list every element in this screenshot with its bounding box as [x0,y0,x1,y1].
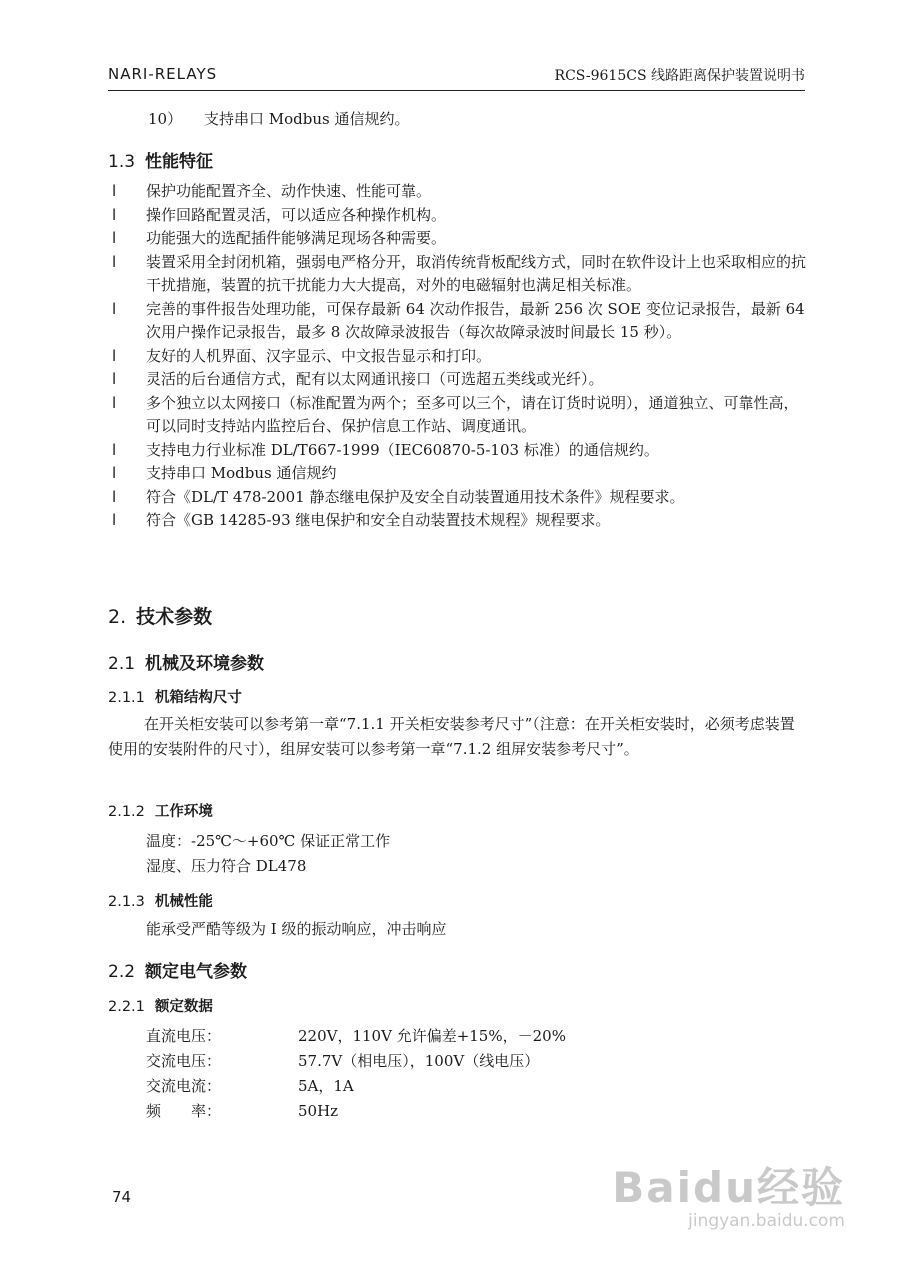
bullet-mark: l [112,299,117,318]
feature-text: 符合《GB 14285-93 继电保护和安全自动装置技术规程》规程要求。 [146,511,611,529]
baidu-watermark [612,1155,845,1231]
section-title: 额定电气参数 [145,962,248,982]
rating-label: 交流电压： [146,1052,222,1070]
page-header [108,62,805,91]
section-2-1-1-heading [108,686,242,707]
paragraph-cabinet-size: 在开关柜安装可以参考第一章“7.1.1 开关柜安装参考尺寸”（注意：在开关柜安装时，必须考虑装置使用的安装附件的尺寸），组屏安装可以参考第一章“7.1.2 组屏安装参考尺寸”。 [108,715,795,758]
feature-text: 功能强大的选配插件能够满足现场各种需要。 [146,229,447,247]
feature-text: 保护功能配置齐全、动作快速、性能可靠。 [146,182,432,200]
bullet-mark: l [112,464,117,482]
feature-item [108,462,808,486]
bullet-mark: l [112,252,117,271]
section-number: 2.1 [108,654,136,674]
rating-label: 频 率： [146,1102,222,1120]
watermark-brand: Baidu经验 [612,1163,845,1212]
section-2-1-3-heading [108,890,213,911]
section-title: 机箱结构尺寸 [154,690,242,706]
feature-item [108,251,808,298]
bullet-mark: l [112,182,117,200]
env-humidity: 湿度、压力符合 DL478 [146,857,307,875]
section-number: 2.2 [108,962,136,982]
bullet-mark: l [112,205,117,224]
feature-item [108,227,808,251]
section-title: 工作环境 [154,804,213,820]
feature-item [108,204,808,228]
bullet-mark: l [112,487,117,506]
list-item-text: 支持串口 Modbus 通信规约。 [204,110,410,128]
page-number: 74 [112,1188,132,1206]
list-item-10 [148,108,410,129]
section-number: 2.1.1 [108,690,145,706]
feature-item [108,368,808,392]
rating-value: 220V，110V 允许偏差+15%，－20% [298,1027,566,1045]
section-title: 性能特征 [145,152,214,172]
feature-item [108,180,808,204]
section-number: 2.1.2 [108,804,145,820]
watermark-url: jingyan.baidu.com [688,1211,845,1231]
header-brand: NARI-RELAYS [108,65,218,83]
feature-text: 支持电力行业标准 DL/T667-1999（IEC60870-5-103 标准）的通信规约。 [146,440,659,459]
section-title: 技术参数 [136,606,213,628]
feature-item [108,439,808,463]
bullet-mark: l [112,393,117,412]
mech-performance: 能承受严酷等级为 I 级的振动响应，冲击响应 [146,920,447,938]
section-2-1-2-heading [108,800,213,821]
bullet-mark: l [112,370,117,388]
rating-value: 5A，1A [298,1077,354,1095]
feature-text: 支持串口 Modbus 通信规约 [146,464,337,482]
rating-row-frequency [146,1100,746,1121]
section-2-1-heading [108,649,264,674]
feature-text: 灵活的后台通信方式，配有以太网通讯接口（可选超五类线或光纤）。 [146,370,604,388]
section-1-3-heading [108,147,213,172]
feature-item [108,298,808,345]
rating-row-dc-voltage [146,1025,746,1046]
rating-row-ac-current [146,1075,746,1096]
section-2-heading [108,602,212,629]
feature-item [108,486,808,510]
feature-text: 符合《DL/T 478-2001 静态继电保护及安全自动装置通用技术条件》规程要求。 [146,487,685,506]
section-number: 2.2.1 [108,999,145,1015]
rating-label: 直流电压： [146,1027,222,1045]
section-title: 额定数据 [154,999,213,1015]
bullet-mark: l [112,511,117,529]
bullet-mark: l [112,229,117,247]
feature-text: 装置采用全封闭机箱，强弱电严格分开，取消传统背板配线方式，同时在软件设计上也采取相应的抗干扰措施，装置的抗干扰能力大大提高，对外的电磁辐射也满足相关标准。 [146,252,807,294]
rating-row-ac-voltage [146,1050,746,1071]
section-title: 机械性能 [154,894,213,910]
feature-item [108,392,808,439]
list-item-number: 10） [148,110,183,128]
rating-value: 50Hz [298,1102,339,1120]
feature-text: 多个独立以太网接口（标准配置为两个；至多可以三个，请在订货时说明），通道独立、可靠性高，可以同时支持站内监控后台、保护信息工作站、调度通讯。 [146,393,799,435]
feature-item [108,345,808,369]
rating-label: 交流电流： [146,1077,222,1095]
feature-text: 友好的人机界面、汉字显示、中文报告显示和打印。 [146,346,492,365]
section-number: 2. [108,606,127,628]
bullet-mark: l [112,346,117,365]
feature-list [108,180,808,533]
header-doc-title: RCS-9615CS 线路距离保护装置说明书 [554,68,805,84]
env-temperature: 温度：-25℃～+60℃ 保证正常工作 [146,832,391,850]
feature-text: 操作回路配置灵活，可以适应各种操作机构。 [146,205,447,224]
section-2-2-1-heading [108,995,213,1016]
feature-item [108,509,808,533]
section-number: 2.1.3 [108,894,145,910]
feature-text: 完善的事件报告处理功能，可保存最新 64 次动作报告，最新 256 次 SOE 变位记录报告，最新 64 次用户操作记录报告，最多 8 次故障录波报告（每次故障录波时间最长 15 秒）。 [146,299,805,341]
section-2-2-heading [108,957,247,982]
section-number: 1.3 [108,152,136,172]
bullet-mark: l [112,440,117,459]
rating-value: 57.7V（相电压），100V（线电压） [298,1052,540,1070]
section-title: 机械及环境参数 [145,654,265,674]
